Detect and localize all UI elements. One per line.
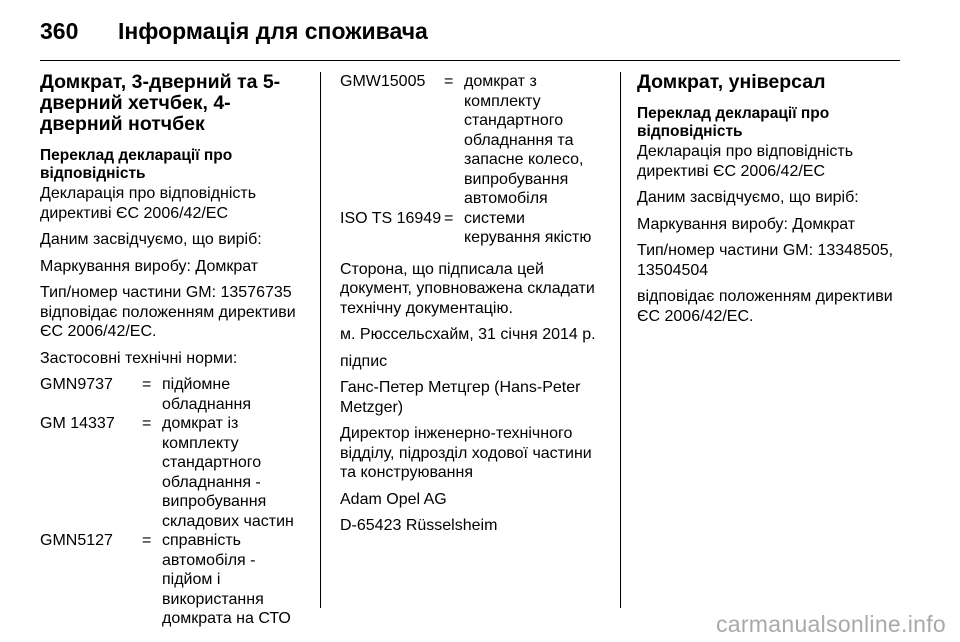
- equals-sign: =: [444, 73, 454, 90]
- paragraph: м. Рюссельсхайм, 31 січня 2014 р.: [340, 326, 596, 343]
- paragraph: підпис: [340, 352, 388, 370]
- page-header: [40, 18, 920, 48]
- paragraph: Застосовні технічні норми:: [40, 349, 238, 367]
- section-heading-jack-wagon: Домкрат, універсал: [637, 71, 826, 93]
- company-address: D-65423 Rüsselsheim: [340, 517, 498, 534]
- declaration-subheading: Переклад декларації про відповідність: [40, 147, 233, 182]
- column-3: [637, 72, 907, 333]
- standards-table: [40, 375, 308, 629]
- standard-description: домкрат з комплекту стандартного обладнання та запасне колесо, випробування автомобіля: [464, 73, 584, 207]
- paragraph: Маркування виробу: Домкрат: [40, 257, 259, 275]
- page-title: Інформація для споживача: [118, 18, 428, 44]
- declaration-subheading: Переклад декларації про відповідність: [637, 105, 830, 140]
- standard-code: GM 14337: [40, 415, 115, 432]
- equals-sign: =: [142, 376, 152, 393]
- paragraph: відповідає положенням директиви ЄС 2006/42/ЕС.: [637, 288, 893, 325]
- header-divider: [40, 60, 900, 61]
- signatory-position: Директор інженерно-технічного відділу, підрозділ ходової частини та конструювання: [340, 425, 592, 481]
- paragraph: Декларація про відповідність директиві ЄС 2006/42/ЕС: [637, 143, 854, 180]
- table-row: [40, 531, 308, 629]
- standards-table: [340, 72, 602, 248]
- standard-code: GMW15005: [340, 73, 426, 90]
- paragraph: Сторона, що підписала цей документ, уповноважена складати технічну документацію.: [340, 260, 595, 317]
- paragraph: Даним засвідчуємо, що виріб:: [40, 231, 262, 248]
- table-row: [40, 375, 308, 414]
- equals-sign: =: [444, 209, 454, 227]
- column-1: [40, 72, 308, 641]
- column-divider-2: [620, 72, 621, 608]
- table-row: [40, 414, 308, 531]
- paragraph: Маркування виробу: Домкрат: [637, 215, 856, 233]
- table-row: [340, 209, 602, 248]
- paragraph: Декларація про відповідність директиві ЄС 2006/42/ЕС: [40, 185, 257, 222]
- standard-description: системи керування якістю: [464, 209, 592, 246]
- table-row: [340, 72, 602, 209]
- paragraph: Тип/номер частини GM: 13576735 відповідає положенням директиви ЄС 2006/42/ЕС.: [40, 284, 296, 340]
- standard-code: ISO TS 16949: [340, 209, 442, 227]
- paragraph: Тип/номер частини GM: 13348505, 13504504: [637, 242, 894, 279]
- signatory-name: Ганс-Петер Метцгер (Hans-Peter Metzger): [340, 379, 581, 416]
- page-number: 360: [40, 18, 79, 44]
- standard-code: GMN9737: [40, 376, 113, 393]
- section-heading-jack-hatchback: Домкрат, 3-дверний та 5-дверний хетчбек, 4-дверний нотчбек: [40, 71, 281, 135]
- column-2: [340, 72, 602, 543]
- paragraph: Даним засвідчуємо, що виріб:: [637, 189, 859, 206]
- watermark: carmanualsonline.info: [715, 611, 946, 637]
- equals-sign: =: [142, 415, 152, 432]
- standard-description: справність автомобіля - підйом і використання домкрата на СТО: [162, 532, 291, 627]
- standard-description: підйомне обладнання: [162, 376, 251, 413]
- company-name: Adam Opel AG: [340, 490, 447, 508]
- standard-code: GMN5127: [40, 532, 113, 549]
- column-divider-1: [320, 72, 321, 608]
- equals-sign: =: [142, 532, 152, 549]
- standard-description: домкрат із комплекту стандартного обладнання - випробування складових частин: [162, 415, 294, 530]
